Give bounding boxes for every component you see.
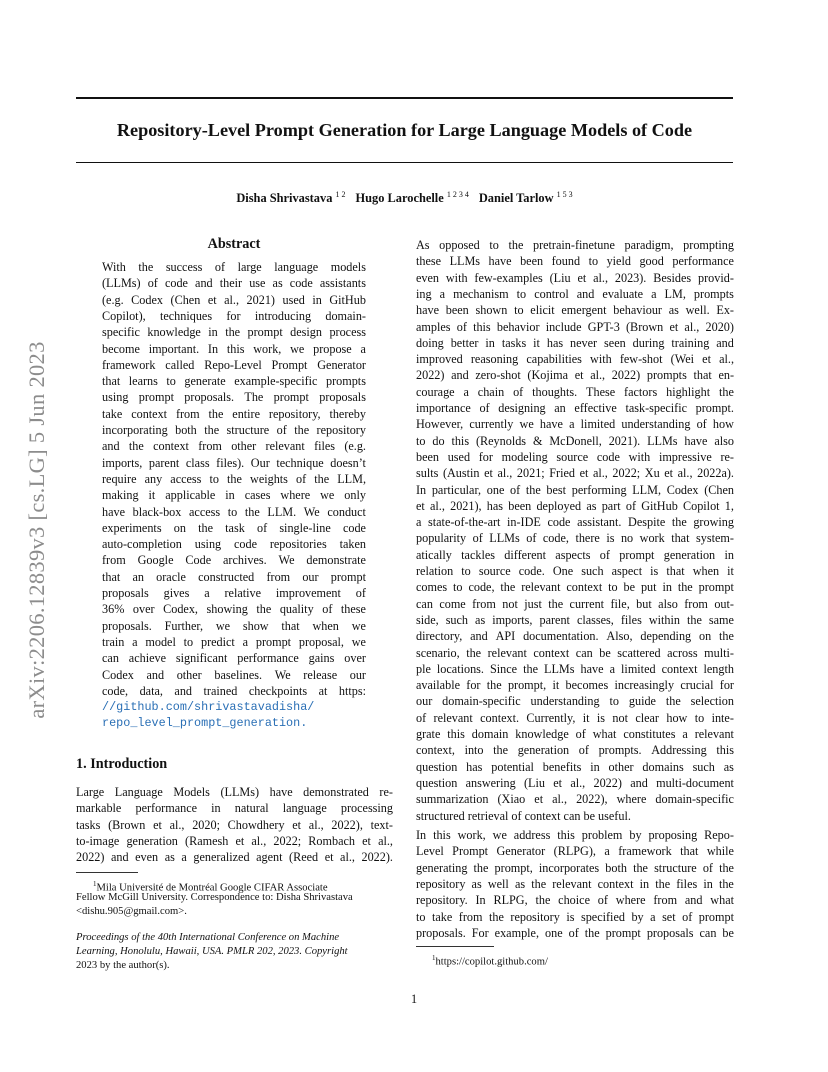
- text-line: Large Language Models (LLMs) have demonstrated re-: [76, 785, 393, 799]
- text-line: With the success of large language models: [102, 260, 366, 274]
- author-affiliation: 1 2 3 4: [446, 190, 469, 199]
- text-line: Codex and other baselines. We release our: [102, 667, 366, 682]
- text-line: side, such as imports, parent classes, files within the same: [416, 612, 734, 627]
- text-line: 36% over Codex, showing the quality of these: [102, 602, 366, 617]
- footnote-rule: [416, 946, 494, 947]
- text-line: repository as well as the relevant context in the files in the: [416, 876, 734, 891]
- text-line: to do this (Reynolds & McDonell, 2021). LLMs have also: [416, 433, 734, 448]
- text-line: tasks (Brown et al., 2020; Chowdhery et al., 2022), text-: [76, 817, 393, 832]
- text-line: code, data, and trained checkpoints at https:: [102, 683, 366, 698]
- text-line: making it applicable in cases where we only: [102, 488, 366, 503]
- author-list: [76, 190, 733, 206]
- proceedings-note: Proceedings of the 40th International Conference on Machine: [76, 932, 340, 943]
- text-line: of relevant context. Currently, it is not clear how to inte-: [416, 710, 734, 725]
- text-line: have been shown to elicit emergent behaviour as well. Ex-: [416, 303, 734, 318]
- text-line: question answering (Liu et al., 2022) and multi-document: [416, 775, 734, 790]
- text-line: and the context from other relevant files (e.g.: [102, 439, 366, 454]
- text-line: to-image generation (Ramesh et al., 2022; Rombach et al.,: [76, 833, 393, 848]
- page-number: 1: [410, 992, 418, 1006]
- text-line: been used for modeling source code with impressive re-: [416, 449, 734, 464]
- paper-title: Repository-Level Prompt Generation for Large Language Models of Code: [116, 120, 693, 140]
- text-line: these LLMs have been found to yield good performance: [416, 254, 734, 269]
- text-line: a state-of-the-art in-IDE code assistant. Despite the growing: [416, 515, 734, 530]
- text-line: imports, parent class files). Our technique doesn’t: [102, 455, 366, 470]
- text-line: et al., 2021), has been deployed as part of GitHub Copilot 1,: [416, 498, 734, 513]
- text-line: repository. In RLPG, the choice of where from and what: [416, 893, 734, 908]
- text-line: using prompt proposals. The prompt proposals: [102, 390, 366, 405]
- text-line: proposals gives a relative improvement of: [102, 586, 366, 600]
- text-line: to take from the repository is specified by a set of prompt: [416, 909, 734, 924]
- text-line: amples of this behavior include GPT-3 (Brown et al., 2020): [416, 319, 734, 334]
- text-line: (LLMs) of code and their use as code assistants: [102, 276, 366, 291]
- text-line: can come from not just the current file, but also from out-: [416, 596, 734, 611]
- text-line: courage a chain of thoughts. These factors highlight the: [416, 384, 734, 399]
- text-line: In this work, we address this problem by proposing Repo-: [416, 828, 734, 842]
- text-line: markable performance in natural language processing: [76, 801, 393, 816]
- text-line: ing a mechanism to control and evaluate a LM, prompts: [416, 286, 734, 301]
- author-affiliation: 1 2: [335, 190, 346, 199]
- text-line: specific knowledge in the prompt design process: [102, 325, 366, 340]
- text-line: repo_level_prompt_generation.: [102, 716, 308, 731]
- text-line: available for the prompt, it becomes increasingly crucial for: [416, 678, 734, 693]
- text-line: directory, and API documentation. Also, depending on the: [416, 629, 734, 644]
- text-line: ple locations. Since the LLMs have a limited context length: [416, 661, 734, 676]
- text-line: that learns to generate example-specific prompts: [102, 374, 366, 389]
- text-line: experiments on the task of single-line code: [102, 520, 366, 535]
- text-line: relation to source code. One such aspect is that when it: [416, 564, 734, 578]
- text-line: can achieve significant performance gains over: [102, 651, 366, 666]
- author-name: Daniel Tarlow: [478, 191, 554, 206]
- proceedings-note-line: Learning, Honolulu, Hawaii, USA. PMLR 202, 2023. Copyright: [76, 946, 348, 957]
- copyright-note: 2023 by the author(s).: [76, 960, 170, 971]
- text-line: framework called Repo-Level Prompt Generator: [102, 357, 366, 372]
- text-line: structured retrieval of context can be useful.: [416, 808, 631, 823]
- text-line: (e.g. Codex (Chen et al., 2021) used in GitHub: [102, 292, 366, 307]
- text-line: incorporating both the structure of the repository: [102, 423, 366, 437]
- affiliation-footnote-line: Fellow McGill University. Correspondence to: Disha Shrivastava: [76, 892, 353, 903]
- text-line: sults (Austin et al., 2021; Fried et al., 2022; Xu et al., 2022a).: [416, 466, 734, 481]
- text-line: popularity of LLMs of code, there is no work that system-: [416, 531, 734, 546]
- text-line: even with few-examples (Liu et al., 2023). Besides provid-: [416, 270, 734, 285]
- text-line: that an oracle constructed from our prompt: [102, 569, 366, 584]
- text-line: become important. In this work, we propose a: [102, 341, 366, 356]
- text-line: comes to code, the relevant context to be put in the prompt: [416, 580, 734, 595]
- text-line: grate this domain knowledge of what constitutes a relevant: [416, 727, 734, 741]
- text-line: However, currently we have a limited understanding of how: [416, 417, 734, 432]
- text-line: from Google Code archives. We demonstrate: [102, 553, 366, 568]
- title-rule-bottom: [76, 162, 733, 163]
- text-line: 2022) and even as a generalized agent (Reed et al., 2022).: [76, 850, 393, 865]
- text-line: train a model to predict a prompt proposal, we: [102, 634, 366, 649]
- arxiv-sidebar: [19, 300, 55, 760]
- text-line: proposals. For example, one of the prompt proposals can be: [416, 925, 734, 940]
- text-line: scenario, the relevant context can be scattered across multi-: [416, 645, 734, 660]
- affiliation-footnote: $^1$Mila Université de Montréal Google CIFAR Associate: [93, 880, 328, 894]
- text-line: auto-completion using code repositories taken: [102, 537, 366, 552]
- introduction-heading: 1. Introduction: [76, 756, 168, 772]
- text-line: As opposed to the pretrain-finetune paradigm, prompting: [416, 238, 734, 252]
- text-line: proposals. Further, we show that when we: [102, 618, 366, 633]
- text-line: importance of designing an effective task-specific prompt.: [416, 401, 734, 415]
- text-line: improved reasoning capabilities with few-shot (Wei et al.,: [416, 352, 734, 367]
- text-line: question has potential benefits in other domains such as: [416, 759, 734, 774]
- text-line: take context from the entire repository, thereby: [102, 406, 366, 421]
- text-line: Level Prompt Generator (RLPG), a framework that while: [416, 844, 734, 859]
- text-line: require any access to the weights of the LLM,: [102, 471, 366, 486]
- text-line: generating the prompt, incorporates both the structure of the: [416, 860, 734, 875]
- text-line: summarization (Xiao et al., 2022), where domain-specific: [416, 792, 734, 807]
- title-rule-top: [76, 97, 733, 99]
- text-line: our domain-specific understanding to guide the selection: [416, 694, 734, 709]
- text-line: doing better in tasks it has never seen during training and: [416, 335, 734, 350]
- abstract-heading: Abstract: [207, 236, 261, 252]
- text-line: In particular, one of the best performing LLM, Codex (Chen: [416, 482, 734, 497]
- text-line: atically tackles different aspects of prompt generation in: [416, 547, 734, 562]
- text-line: have black-box access to the LLM. We conduct: [102, 504, 366, 519]
- author-name: Disha Shrivastava: [236, 191, 333, 206]
- correspondence-email: <dishu.905@gmail.com>.: [76, 906, 187, 917]
- footnote-rule: [76, 872, 138, 873]
- author-name: Hugo Larochelle: [355, 191, 444, 206]
- text-line: //github.com/shrivastavadisha/: [102, 700, 315, 715]
- text-line: 2022) and zero-shot (Kojima et al., 2022) prompts that en-: [416, 368, 734, 383]
- arxiv-identifier: arXiv:2206.12839v3 [cs.LG] 5 Jun 2023: [24, 341, 49, 719]
- text-line: context, into the generation of prompts. Addressing this: [416, 743, 734, 758]
- author-affiliation: 1 5 3: [556, 190, 573, 199]
- copilot-footnote: $^1$https://copilot.github.com/: [432, 954, 548, 968]
- text-line: Copilot), techniques for introducing domain-: [102, 308, 366, 323]
